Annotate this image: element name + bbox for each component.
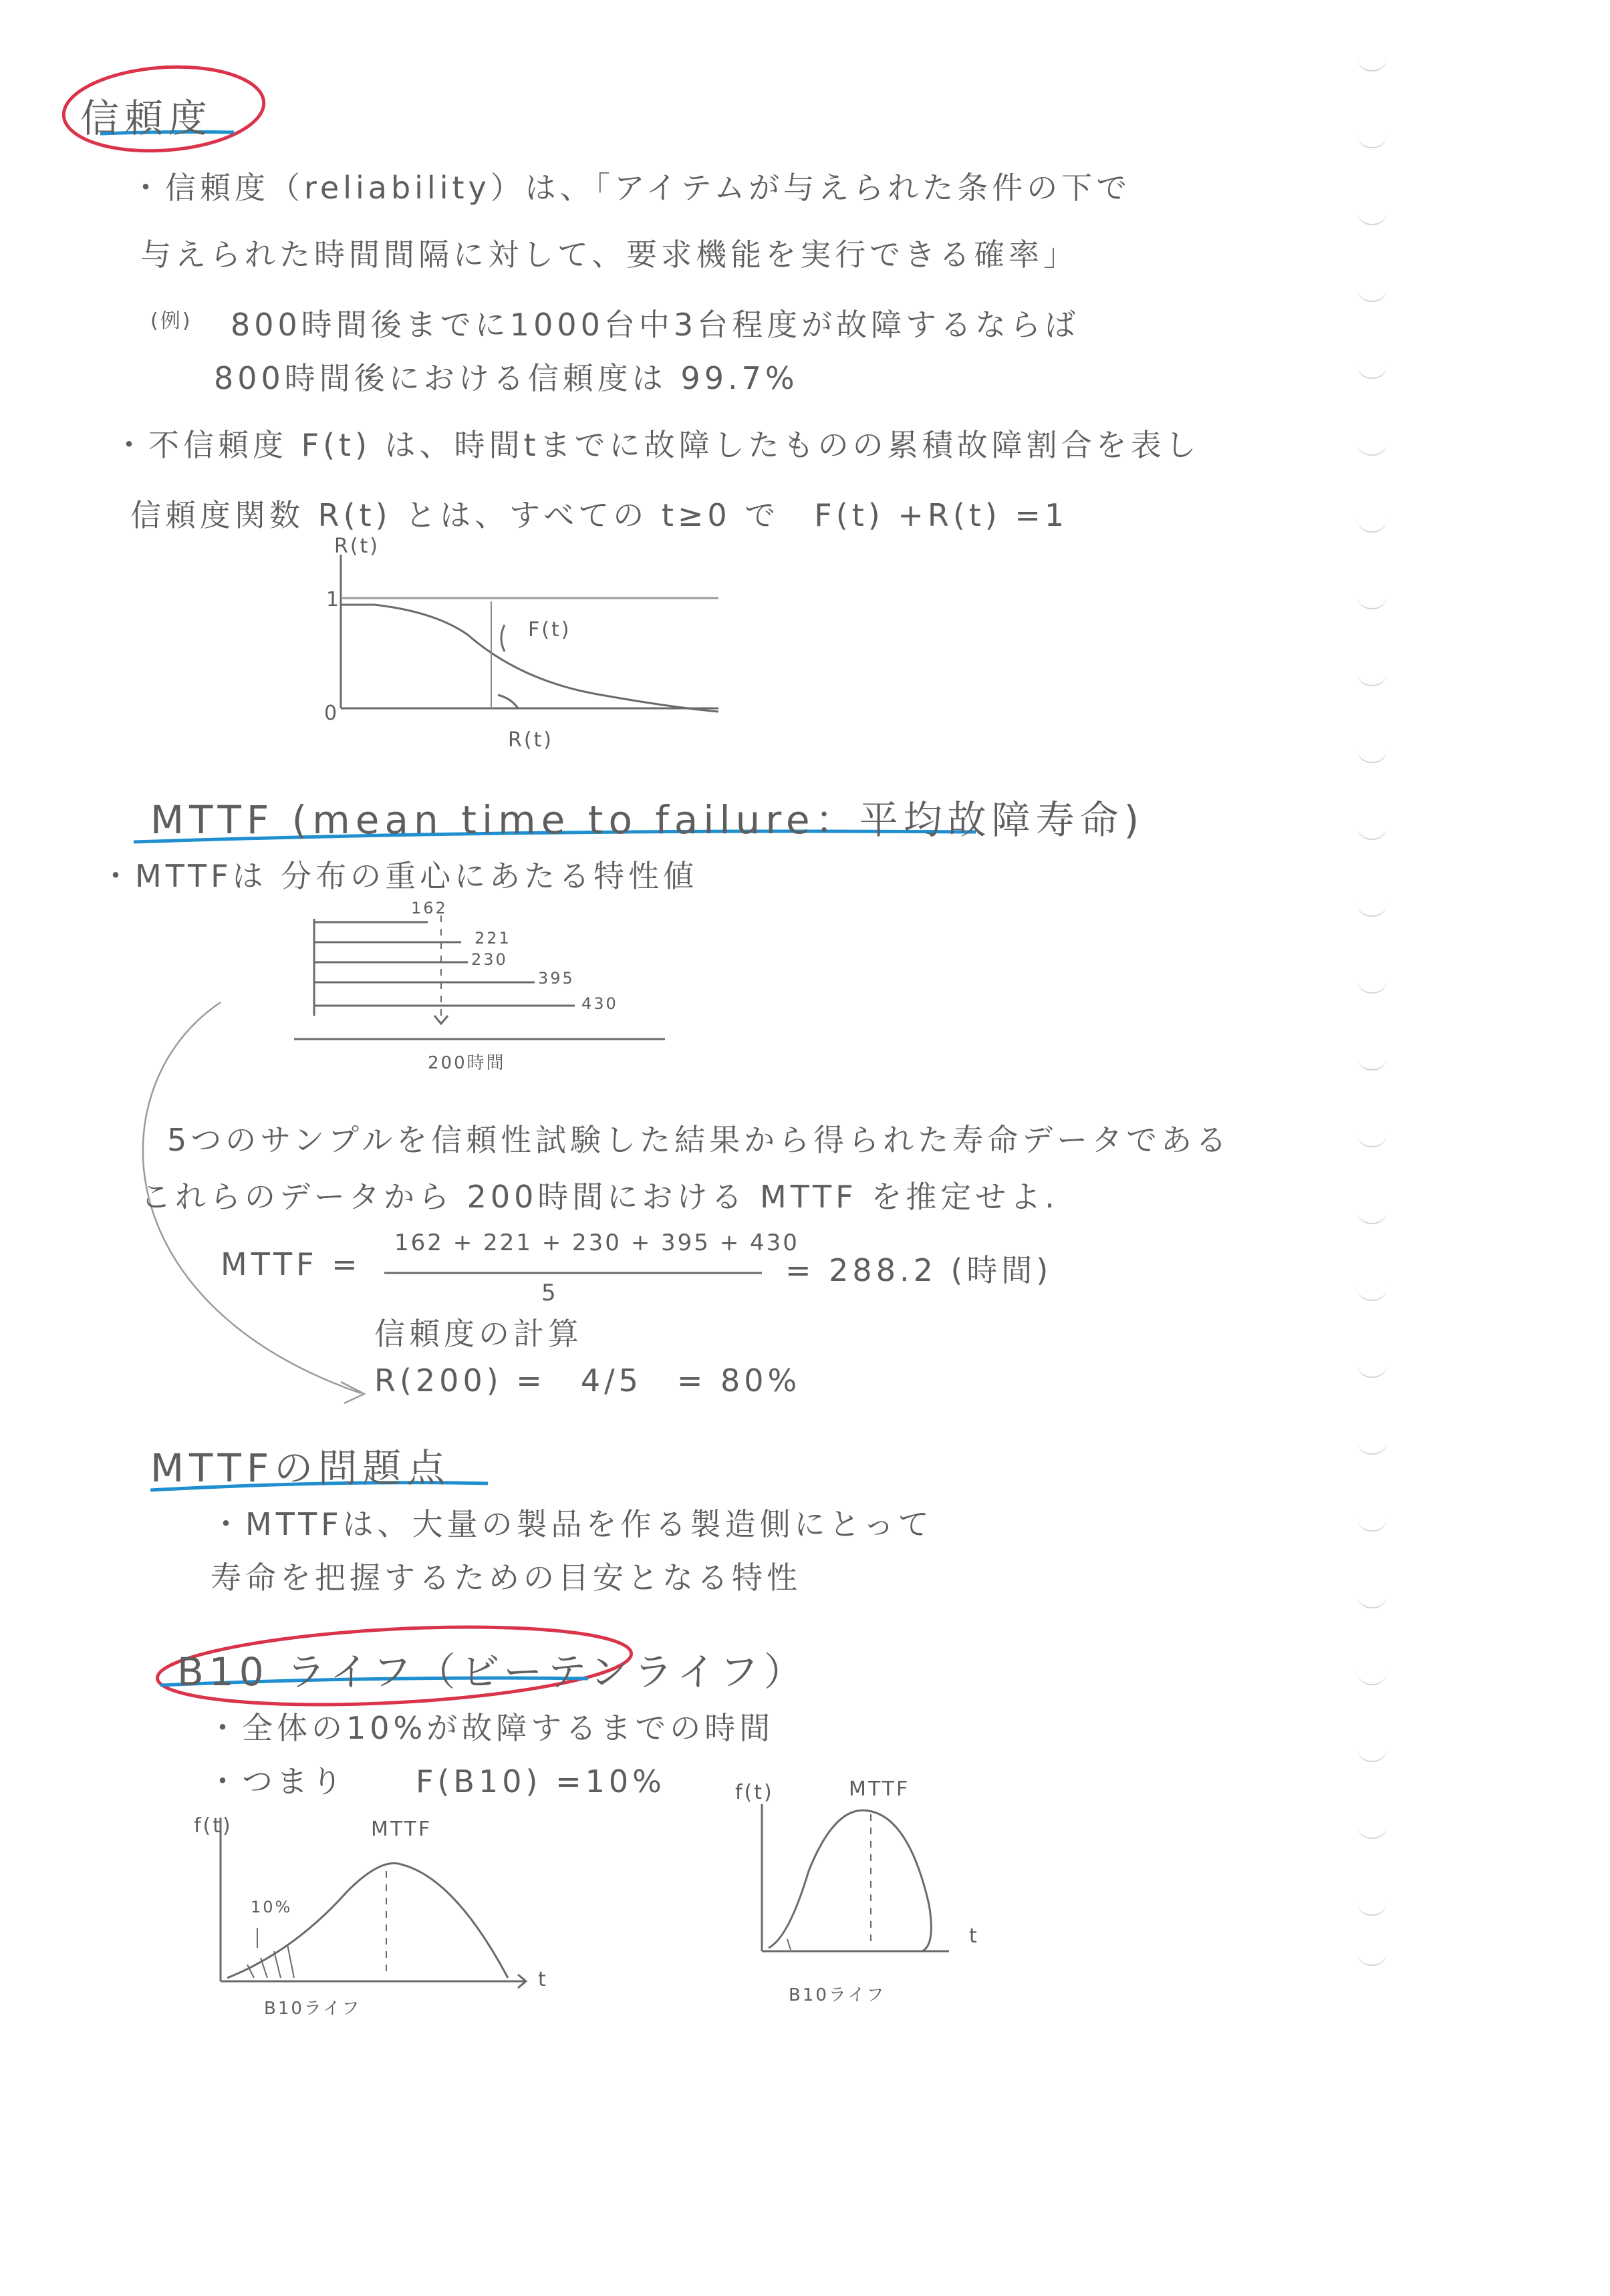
sample-label-5: 430: [581, 994, 618, 1013]
mttf-problem-title: MTTFの問題点: [150, 1445, 451, 1491]
sample-label-3: 230: [471, 950, 508, 969]
sample-label-2: 221: [475, 929, 511, 948]
sample-label-4: 395: [538, 969, 575, 988]
graph2-y-label: f(t): [194, 1814, 233, 1838]
mttf-problem-line-1: ・MTTFは、大量の製品を作る製造側にとって: [211, 1506, 933, 1542]
graph1-r-label: R(t): [508, 728, 554, 752]
graph1-f-label: F(t): [528, 618, 571, 641]
b10-line-2: ・つまり F(B10) =10%: [207, 1763, 666, 1800]
mttf-title: MTTF (mean time to failure：平均故障寿命): [150, 797, 1145, 843]
graph1-y-label: R(t): [334, 535, 380, 558]
formula-lhs: MTTF =: [221, 1246, 362, 1282]
formula-numerator: 162 + 221 + 230 + 395 + 430: [394, 1230, 799, 1256]
mttf-description: ・MTTFは 分布の重心にあたる特性値: [100, 858, 698, 894]
b10-line-1: ・全体の10%が故障するまでの時間: [207, 1710, 775, 1746]
graph3-y-label: f(t): [735, 1781, 774, 1804]
calc-line: R(200) = 4/5 = 80%: [374, 1362, 801, 1399]
formula-result: = 288.2 (時間): [785, 1252, 1053, 1288]
curved-arrow-head: [341, 1382, 364, 1403]
graph1-y-zero: 0: [324, 702, 340, 725]
b10-title: B10 ライフ（ビーテンライフ）: [177, 1649, 808, 1695]
example-label: (例): [150, 309, 192, 333]
graph3-b-label: B10ライフ: [789, 1985, 886, 2005]
graph3-x-label: t: [969, 1924, 979, 1948]
graph1-y-one: 1: [326, 588, 342, 611]
graph2-pct-label: 10%: [251, 1898, 293, 1916]
density-graph-right: [762, 1804, 949, 1951]
unreliability-line-1: ・不信頼度 F(t) は、時間tまでに故障したものの累積故障割合を表し: [114, 427, 1200, 463]
calc-title: 信頼度の計算: [374, 1316, 583, 1352]
formula-denominator: 5: [541, 1280, 558, 1306]
graph2-peak-label: MTTF: [371, 1818, 432, 1841]
example-line-2: 800時間後における信頼度は 99.7%: [214, 360, 799, 396]
mttf-text-1: 5つのサンプルを信頼性試験した結果から得られた寿命データである: [167, 1122, 1231, 1158]
sample-axis-label: 200時間: [428, 1053, 506, 1073]
unreliability-line-2: 信頼度関数 R(t) とは、すべての t≥0 で F(t) +R(t) =1: [130, 497, 1069, 533]
reliability-line-2: 与えられた時間間隔に対して、要求機能を実行できる確率」: [140, 237, 1079, 273]
graph2-b-label: B10ライフ: [264, 1999, 362, 2019]
reliability-line-1: ・信頼度（reliability）は、「アイテムが与えられた条件の下で: [130, 170, 1131, 206]
graph2-x-label: t: [538, 1968, 548, 1991]
graph3-peak-label: MTTF: [849, 1777, 910, 1801]
example-line-1: 800時間後までに1000台中3台程度が故障するならば: [231, 307, 1080, 343]
reliability-title: 信頼度: [80, 96, 213, 141]
mttf-text-2: これらのデータから 200時間における MTTF を推定せよ.: [140, 1179, 1059, 1215]
mttf-problem-line-2: 寿命を把握するための目安となる特性: [211, 1560, 801, 1596]
sample-label-1: 162: [411, 899, 448, 917]
